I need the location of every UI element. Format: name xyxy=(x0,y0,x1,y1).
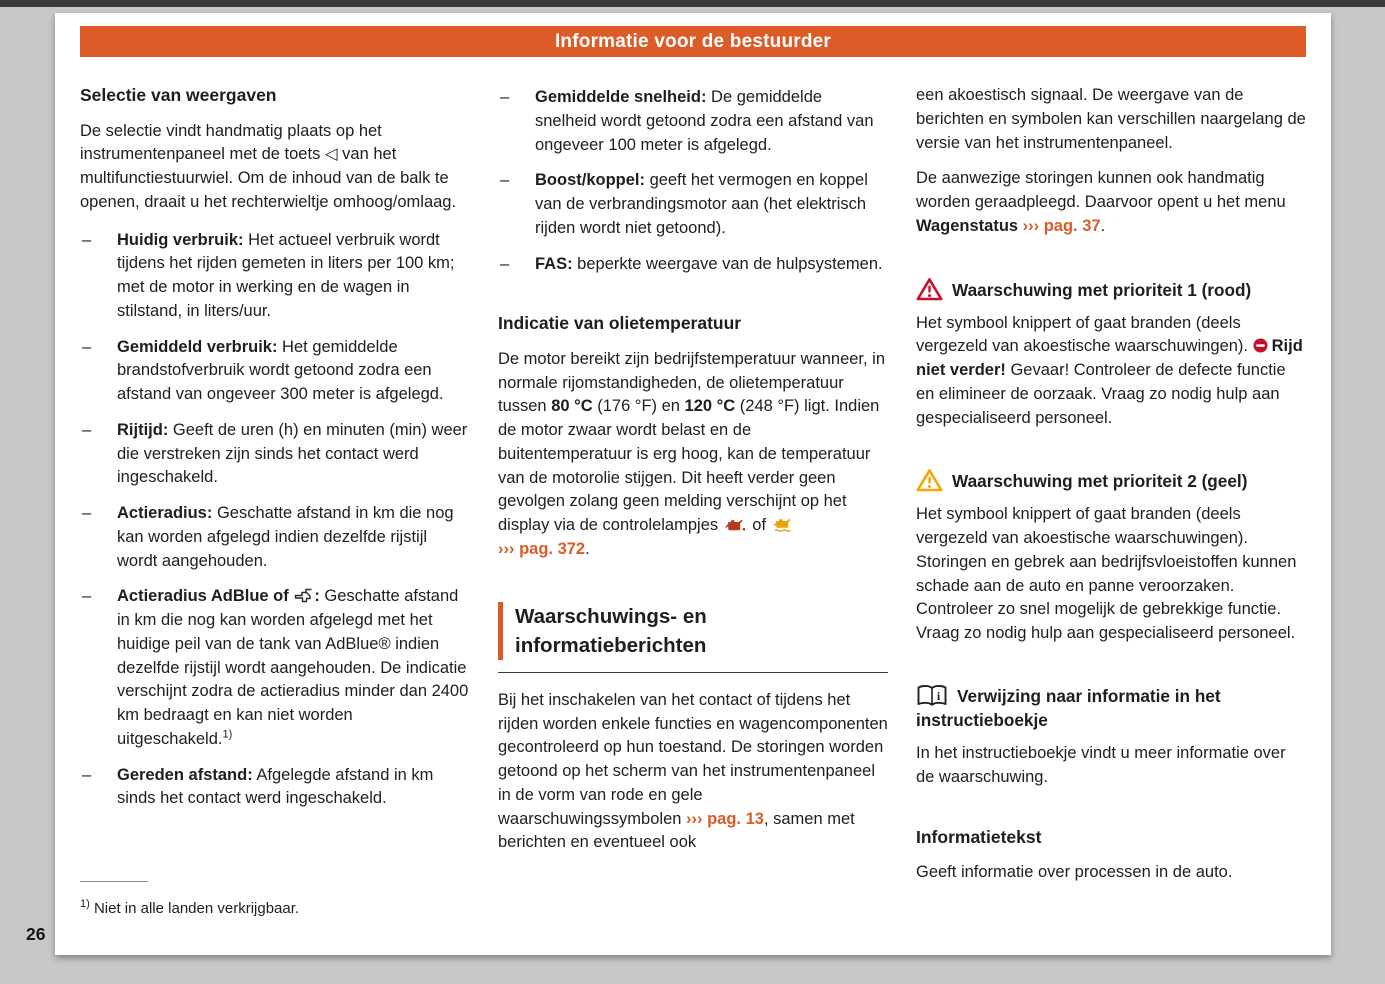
adblue-pump-icon xyxy=(294,588,313,603)
manual-page xyxy=(55,13,1331,955)
list-item-actieradius-adblue: – Actieradius AdBlue of : Geschatte afstand in km die nog kan worden afgelegd met het huidige peil van de tank van AdBlue® indien dezelfde rijstijl wordt aangehouden. De indicatie verschijnt zodra de actieradius minder dan 2400 km bedraagt en kan niet worden uitgeschakeld.$^{1)}$ xyxy=(80,585,470,751)
page-reference-37[interactable]: ››› pag. 37 xyxy=(1022,216,1101,235)
warning-priority-1-heading xyxy=(916,277,1306,302)
warning-triangle-yellow-icon xyxy=(916,468,943,492)
heading-selectie-van-weergaven: Selectie van weergaven xyxy=(80,85,277,105)
list-item-huidig-verbruik: – Huidig verbruik: Het actueel verbruik wordt tijdens het rijden gemeten in liters per 100 km; met de motor in werking en de wagen in stilstand, in liters/uur. xyxy=(80,229,470,324)
informatietekst-paragraph: Geeft informatie over processen in de auto. xyxy=(916,863,1233,882)
viewer-top-strip xyxy=(0,0,1385,7)
list-item-gereden-afstand: – Gereden afstand: Afgelegde afstand in km sinds het contact werd ingeschakeld. xyxy=(80,764,470,812)
manual-reference-title: Verwijzing naar informatie in het instructieboekje xyxy=(916,685,1221,730)
page-header xyxy=(80,26,1306,57)
heading-indicatie-olietemperatuur: Indicatie van olietemperatuur xyxy=(498,313,742,334)
weergaven-list-continued xyxy=(498,86,888,288)
section-heading-waarschuwingsberichten xyxy=(498,602,888,673)
column-3 xyxy=(916,84,1306,955)
footnote-text: $^{1)}$ Niet in alle landen verkrijgbaar. xyxy=(80,898,300,917)
manual-reference-heading xyxy=(916,684,1306,732)
list-item-actieradius: – Actieradius: Geschatte afstand in km die nog kan worden afgelegd indien dezelfde rijstijl wordt aangehouden. xyxy=(80,502,470,573)
wagenstatus-paragraph: De aanwezige storingen kunnen ook handmatig worden geraadpleegd. Daarvoor opent u het menu Wagenstatus ››› pag. 37. xyxy=(916,169,1286,235)
oil-level-icon xyxy=(773,518,794,532)
footnote-marker: 1) xyxy=(222,728,233,741)
warning-triangle-red-icon xyxy=(916,277,943,301)
warning-priority-2-heading xyxy=(916,468,1306,493)
olietemperatuur-paragraph: De motor bereikt zijn bedrijfstemperatuur wanneer, in normale rijomstandigheden, de olietemperatuur tussen 80 °C (176 °F) en 120 °C (248 °F) ligt. Indien de motor zwaar wordt belast en de buitentemperatuur is erg hoog, kan de temperatuur van de motorolie stijgen. Dit heeft verder geen gevolgen zolang geen melding verschijnt op het display via de controlelampjes of ››› pag. 372. xyxy=(498,349,886,558)
page-reference-13[interactable]: ››› pag. 13 xyxy=(686,809,764,828)
footnote-rule xyxy=(80,881,148,882)
manual-book-icon xyxy=(916,684,948,708)
akoestisch-signaal-paragraph: een akoestisch signaal. De weergave van de berichten en symbolen kan verschillen naargelang de versie van het instrumentenpaneel. xyxy=(916,86,1306,152)
svg-text:i: i xyxy=(936,688,941,703)
oil-pressure-icon xyxy=(725,519,746,532)
warning-priority-1-title: Waarschuwing met prioriteit 1 (rood) xyxy=(952,279,1252,300)
page-number: 26 xyxy=(26,924,46,944)
weergaven-list xyxy=(80,229,470,824)
list-item-boost-koppel: – Boost/koppel: geeft het vermogen en koppel van de verbrandingsmotor aan (het elektrisch rijden wordt niet getoond). xyxy=(498,169,888,240)
manual-reference-paragraph: In het instructieboekje vindt u meer informatie over de waarschuwing. xyxy=(916,744,1286,786)
warning-priority-2-paragraph: Het symbool knippert of gaat branden (deels vergezeld van akoestische waarschuwingen). Storingen en gebrek aan bedrijfsvloeistoffen kunnen schade aan de auto en panne veroorzaken. Controleer zo snel mogelijk de gebrekkige functie. Vraag zo nodig hulp aan gespecialiseerd personeel. xyxy=(916,505,1297,643)
list-item-fas: – FAS: beperkte weergave van de hulpsystemen. xyxy=(498,253,888,277)
page-header-title: Informatie voor de bestuurder xyxy=(554,30,832,52)
section-title: Waarschuwings- en informatieberichten xyxy=(498,602,888,660)
warning-priority-1-paragraph: Het symbool knippert of gaat branden (deels vergezeld van akoestische waarschuwingen). Rijd niet verder! Gevaar! Controleer de defecte functie en elimineer de oorzaak. Vraag zo nodig hulp aan gespecialiseerd personeel. xyxy=(916,313,1303,427)
heading-informatietekst: Informatietekst xyxy=(916,826,1042,847)
warning-priority-2-title: Waarschuwing met prioriteit 2 (geel) xyxy=(952,471,1248,492)
selectie-intro-paragraph: De selectie vindt handmatig plaats op het instrumentenpaneel met de toets ◁ van het multifunctiestuurwiel. Om de inhoud van de balk te openen, draait u het rechterwieltje omhoog/omlaag. xyxy=(80,121,457,211)
list-item-gemiddelde-snelheid: – Gemiddelde snelheid: De gemiddelde snelheid wordt getoond zodra een afstand van ongeveer 100 meter is afgelegd. xyxy=(498,86,888,157)
content-columns xyxy=(80,84,1306,955)
footnote xyxy=(80,881,470,955)
column-1 xyxy=(80,84,470,955)
waarschuwingen-intro-paragraph: Bij het inschakelen van het contact of tijdens het rijden worden enkele functies en wagencomponenten gecontroleerd op hun toestand. De storingen worden getoond op het scherm van het instrumentenpaneel in de vorm van rode en gele waarschuwingssymbolen ››› pag. 13, samen met berichten en eventueel ook xyxy=(498,690,888,852)
list-item-rijtijd: – Rijtijd: Geeft de uren (h) en minuten (min) weer die verstreken zijn sinds het contact werd ingeschakeld. xyxy=(80,419,470,490)
stop-icon xyxy=(1253,338,1268,353)
list-item-gemiddeld-verbruik: – Gemiddeld verbruik: Het gemiddelde brandstofverbruik wordt getoond zodra een afstand van ongeveer 300 meter is afgelegd. xyxy=(80,336,470,407)
page-reference-372[interactable]: ››› pag. 372 xyxy=(498,539,586,558)
column-2 xyxy=(498,84,888,955)
